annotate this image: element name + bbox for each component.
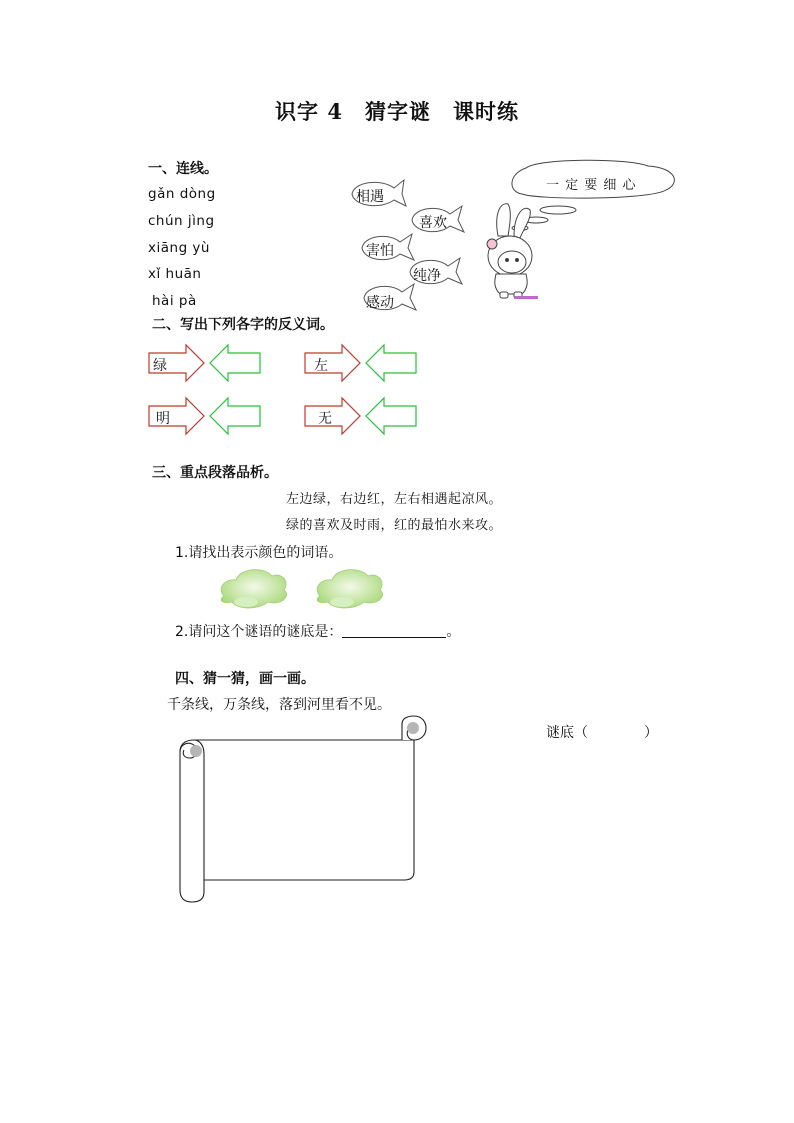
pinyin-2: chún jìng xyxy=(148,213,215,229)
riddle-text: 千条线，万条线，落到河里看不见。 xyxy=(167,697,391,713)
antonym-arrows xyxy=(146,342,426,442)
section1-heading: 一、连线。 xyxy=(148,161,218,177)
question-2-text: 2.请问这个谜语的谜底是： xyxy=(175,624,343,640)
bunny-character-icon xyxy=(487,204,532,298)
poem-line-1: 左边绿，右边红，左右相遇起凉风。 xyxy=(286,492,503,507)
logo-mark xyxy=(514,296,538,299)
pinyin-1: gǎn dòng xyxy=(148,186,216,202)
pinyin-5: hài pà xyxy=(152,293,197,309)
antonym-word-2: 左 xyxy=(314,358,328,374)
antonym-word-3: 明 xyxy=(156,411,170,427)
fish-word-5: 感动 xyxy=(366,295,394,311)
fish-word-2: 喜欢 xyxy=(419,215,447,231)
green-arrow-1 xyxy=(210,345,260,381)
answer-blank[interactable] xyxy=(342,623,446,638)
thought-bubble-text: 一 定 要 细 心 xyxy=(546,178,637,193)
answer-clouds xyxy=(216,566,386,614)
section4-heading: 四、猜一猜，画一画。 xyxy=(175,671,315,687)
green-arrow-4 xyxy=(366,398,416,434)
fish-word-1: 相遇 xyxy=(356,189,384,205)
antonym-word-1: 绿 xyxy=(153,358,167,374)
poem-line-2: 绿的喜欢及时雨，红的最怕水来攻。 xyxy=(286,518,503,533)
section3-heading: 三、重点段落品析。 xyxy=(152,465,278,481)
fish-word-4: 纯净 xyxy=(413,268,441,284)
question-2 xyxy=(175,621,460,641)
riddle-answer-label: 谜底（ ） xyxy=(546,725,658,741)
red-arrow-4 xyxy=(305,398,360,434)
antonym-word-4: 无 xyxy=(318,411,332,427)
section2-heading: 二、写出下列各字的反义词。 xyxy=(152,317,334,333)
scroll-shadow-right xyxy=(407,722,419,734)
scroll-shadow-left xyxy=(190,745,202,757)
page-title: 识字 4 猜字谜 课时练 xyxy=(275,99,519,124)
pinyin-3: xiāng yù xyxy=(148,240,210,256)
green-arrow-3 xyxy=(210,398,260,434)
question-2-end: 。 xyxy=(446,624,461,640)
question-1: 1.请找出表示颜色的词语。 xyxy=(175,545,343,561)
green-arrow-2 xyxy=(366,345,416,381)
fish-word-3: 害怕 xyxy=(366,243,394,259)
pinyin-4: xǐ huān xyxy=(148,266,202,282)
drawing-scroll[interactable] xyxy=(176,714,430,904)
